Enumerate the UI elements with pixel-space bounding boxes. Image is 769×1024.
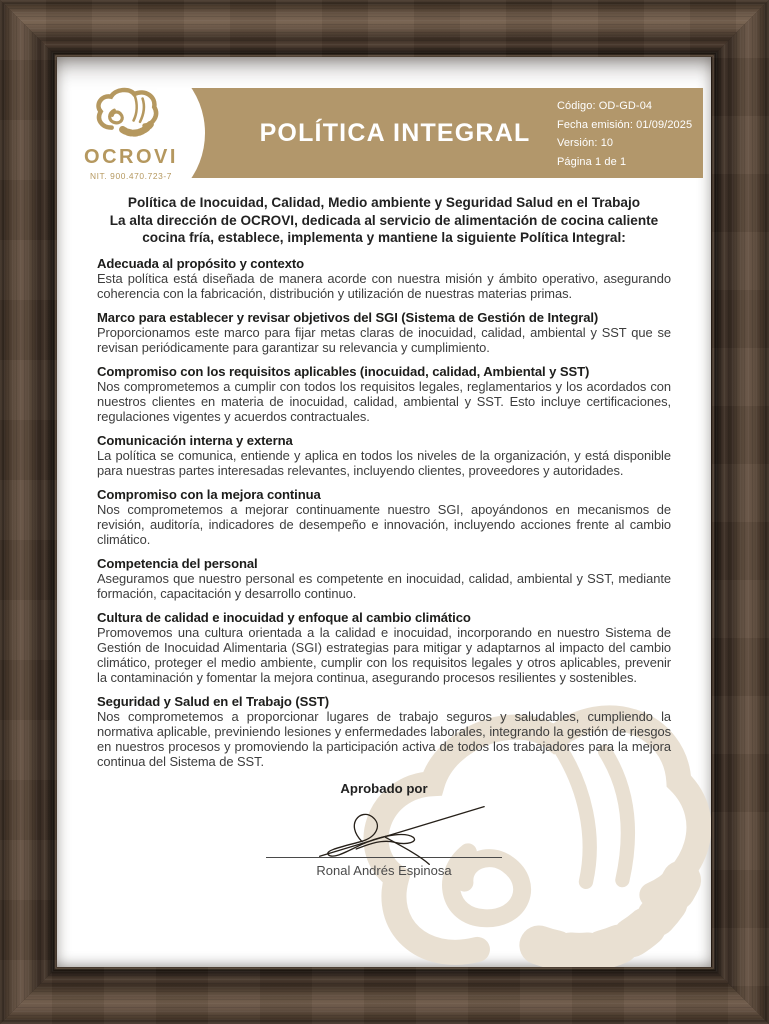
signature-line [266,857,502,858]
intro-line-1: Política de Inocuidad, Calidad, Medio ambiente y Seguridad Salud en el Trabajo [127,195,641,210]
approval-label: Aprobado por [340,780,428,796]
section-heading: Competencia del personal [97,555,258,571]
section-body: Nos comprometemos a mejorar continuamente nuestro SGI, apoyándonos en mecanismos de revisión, auditoría, indicadores de desempeño e innovación, incluyendo acciones frente al cambio climático. [97,501,671,547]
section-marco-sgi [97,310,671,355]
section-body: Nos comprometemos a proporcionar lugares de trabajo seguros y saludables, cumpliendo la normativa aplicable, previniendo lesiones y enfermedades laborales, integrando la gestión de riesgos en nuestros procesos y promoviendo la participación activa de todos los trabajadores para la mejora continua del Sistema de SST. [97,708,671,769]
section-sst [97,694,671,769]
section-heading: Seguridad y Salud en el Trabajo (SST) [97,693,330,709]
chef-hat-icon [88,87,174,145]
brand-logo [65,87,197,181]
section-body: Esta política está diseñada de manera acorde con nuestra misión y ámbito operativo, asegurando coherencia con la fabricación, distribución y utilización de nuestras materias primas. [97,270,671,301]
section-body: Promovemos una cultura orientada a la calidad e inocuidad, incorporando en nuestro Sistema de Gestión de Inocuidad Alimentaria (SGI) estrategias para mitigar y adaptarnos al impacto del cambio climático, proteger el medio ambiente, cumplir con los requisitos legales y otros aplicables, prevenir la contaminación y fomentar la mejora continua, asegurando procesos resilientes y sostenibles. [97,624,671,685]
meta-version: Versión: 10 [557,137,614,149]
page-title: POLÍTICA INTEGRAL [259,118,531,147]
section-body: Proporcionamos este marco para fijar metas claras de inocuidad, calidad, ambiental y SST que se revisan periódicamente para garantizar su relevancia y cumplimiento. [97,324,671,355]
frame-bottom [0,967,769,1024]
section-requisitos [97,364,671,424]
brand-name: OCROVI [84,146,178,168]
section-heading: Marco para establecer y revisar objetivos del SGI (Sistema de Gestión de Integral) [97,309,599,325]
policy-intro [97,194,671,247]
signer-name: Ronal Andrés Espinosa [316,862,452,878]
section-body: La política se comunica, entiende y aplica en todos los niveles de la organización, y está disponible para nuestras partes interesadas relevantes, incluyendo clientes, proveedores y autoridades. [97,447,671,478]
meta-fecha: Fecha emisión: 01/09/2025 [557,118,693,131]
intro-line-2: La alta dirección de OCROVI, dedicada al servicio de alimentación de cocina caliente cocina fría, establece, implementa y mantiene la siguiente Política Integral: [109,212,659,245]
document-meta [557,88,703,178]
frame-top [0,0,769,57]
section-cultura-clima [97,610,671,685]
policy-content [57,194,711,878]
document-page [57,57,711,967]
approval-block [97,781,671,878]
section-heading: Comunicación interna y externa [97,432,293,448]
section-comunicacion [97,433,671,478]
section-mejora-continua [97,487,671,547]
frame-right [712,0,769,1024]
title-band [157,88,703,178]
frame-left [0,0,57,1024]
section-heading: Compromiso con la mejora continua [97,486,321,502]
document-header [57,57,711,181]
section-competencia [97,556,671,601]
section-proposito [97,256,671,301]
brand-nit: NIT. 900.470.723-7 [89,171,173,181]
section-body: Nos comprometemos a cumplir con todos los requisitos legales, reglamentarios y los acordados con nuestros clientes en materia de inocuidad, calidad, ambiental y SST. Esto incluye certificaciones, regulaciones vigentes y acuerdos contractuales. [97,378,671,424]
section-body: Aseguramos que nuestro personal es competente en inocuidad, calidad, ambiental y SST, mediante formación, capacitación y desarrollo continuo. [97,570,671,601]
section-heading: Cultura de calidad e inocuidad y enfoque al cambio climático [97,609,471,625]
section-heading: Adecuada al propósito y contexto [97,255,305,271]
meta-pagina: Página 1 de 1 [557,155,627,168]
section-heading: Compromiso con los requisitos aplicables (inocuidad, calidad, Ambiental y SST) [97,363,590,379]
meta-codigo: Código: OD-GD-04 [557,100,653,112]
